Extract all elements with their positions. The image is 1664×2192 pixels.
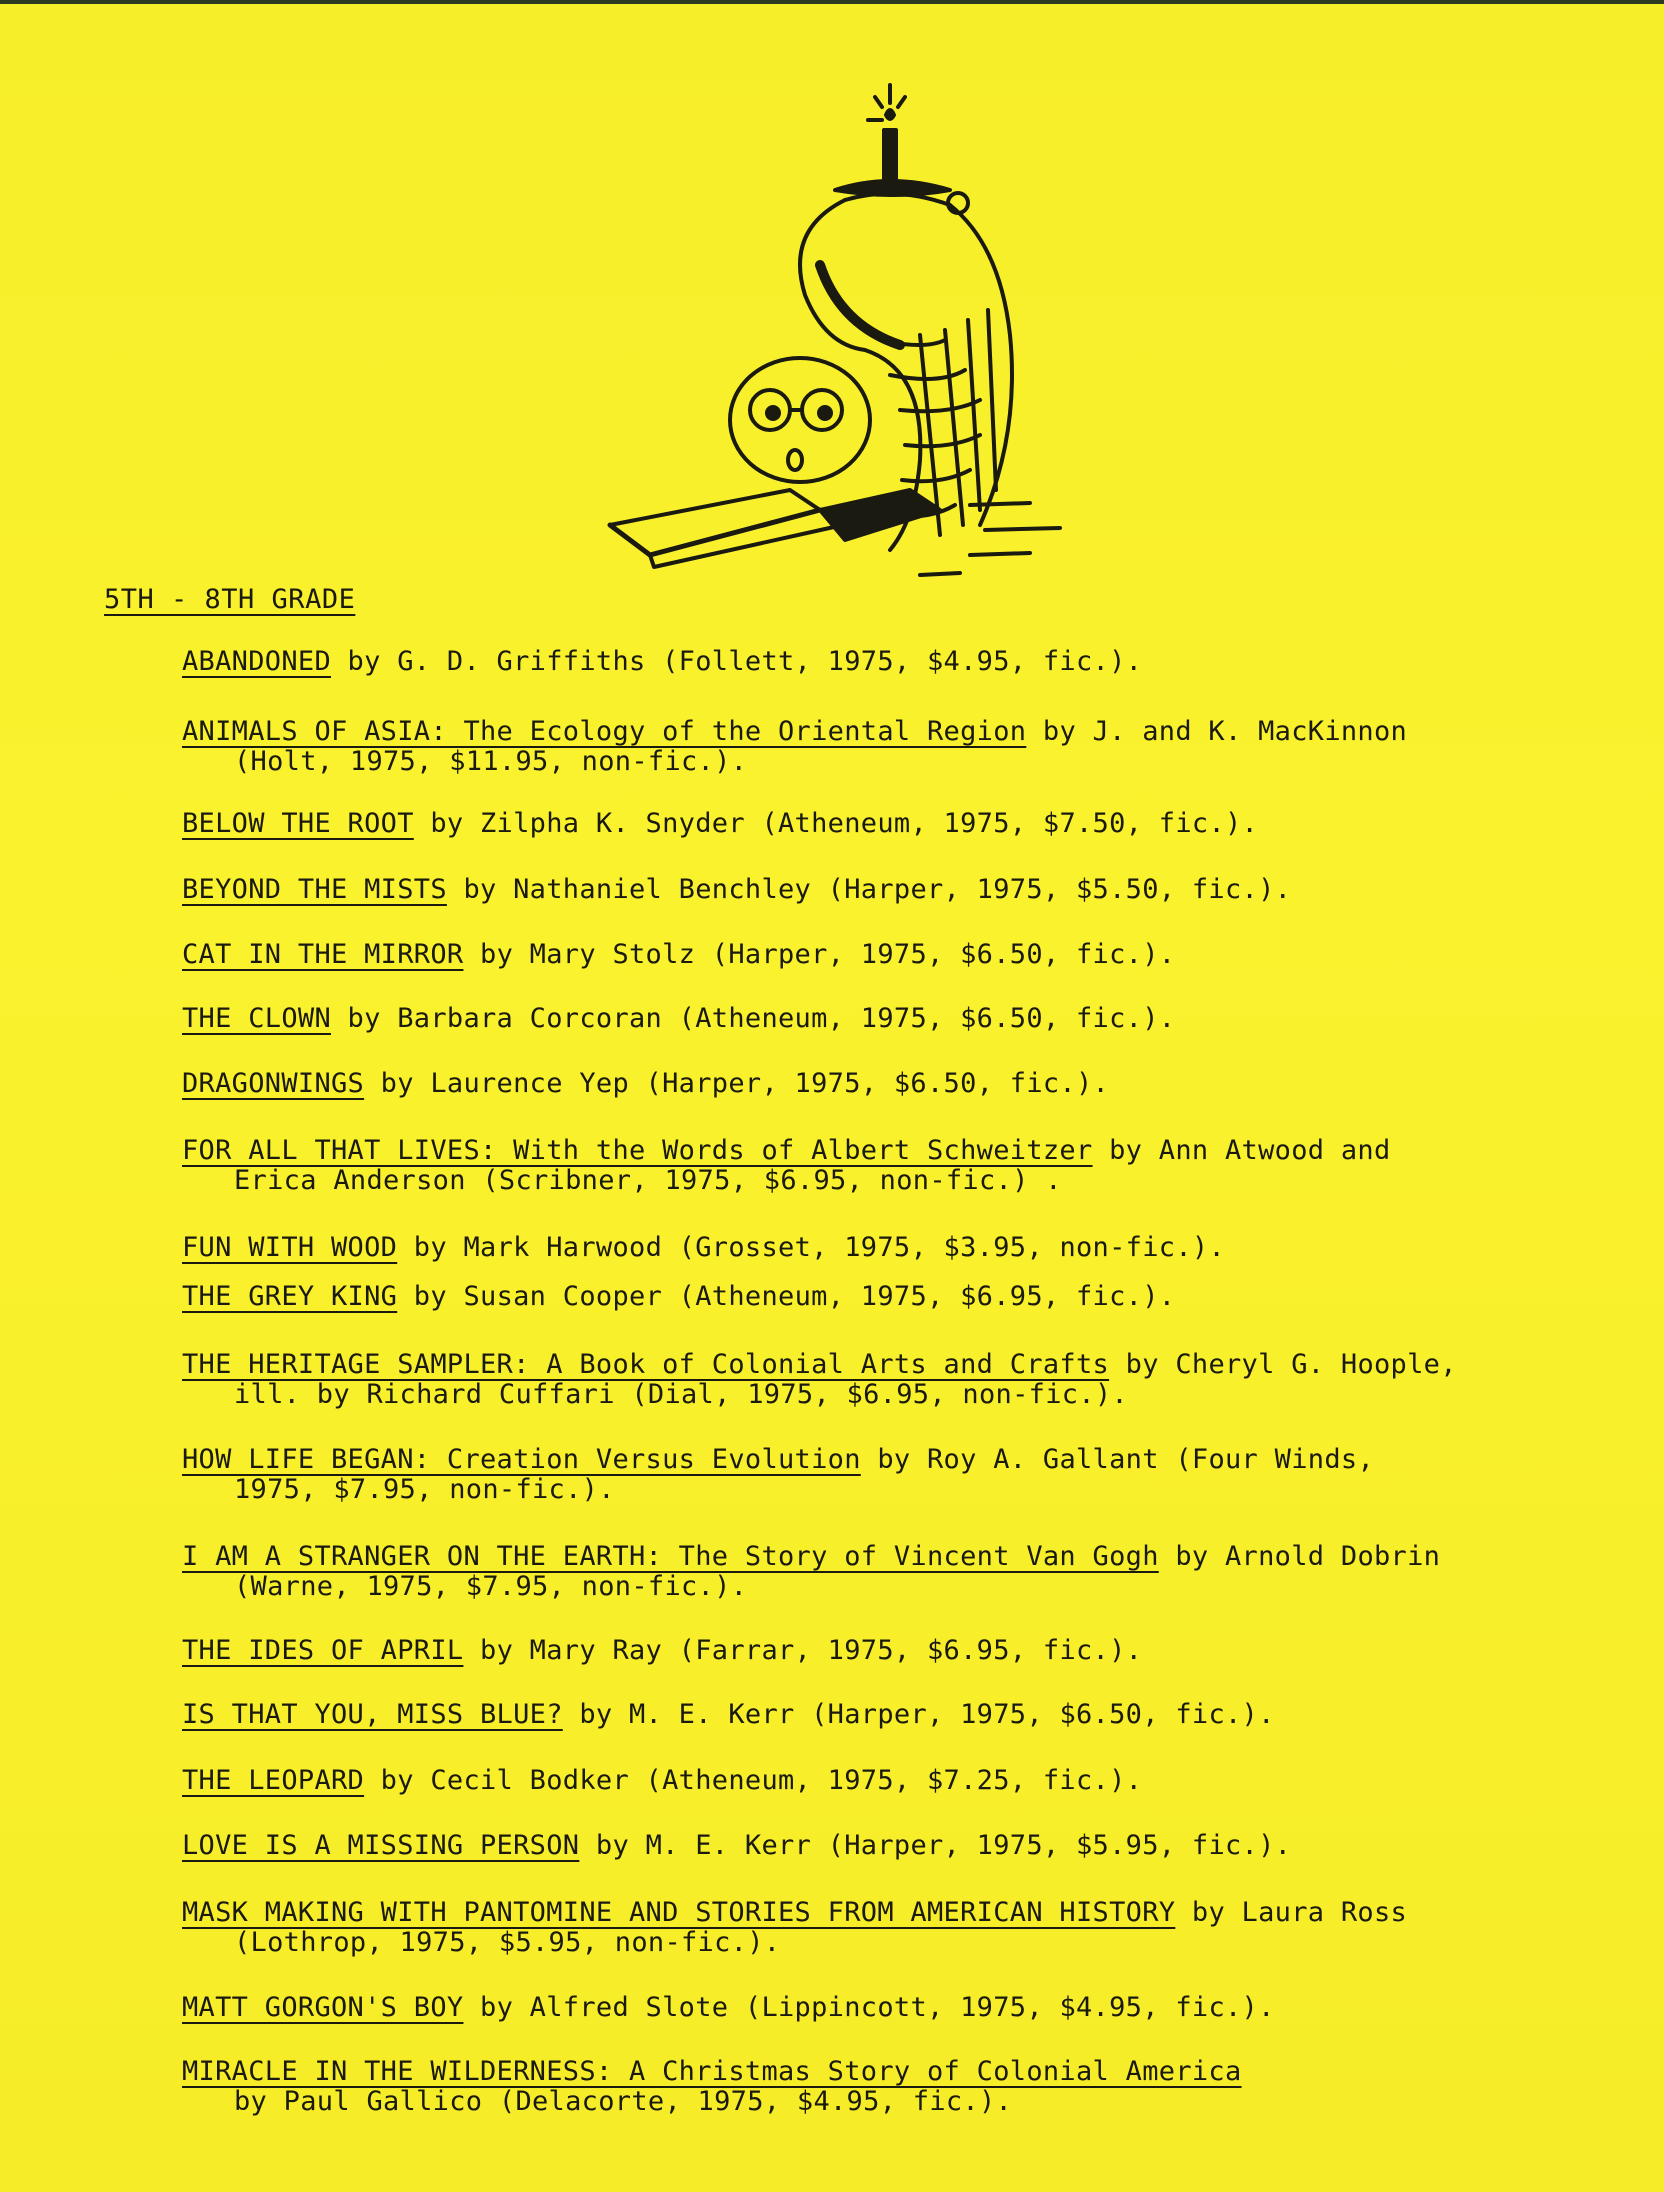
book-details: by Mary Ray (Farrar, 1975, $6.95, fic.). [463,1635,1143,1666]
book-details: by Laura Ross [1175,1897,1408,1928]
book-details: by Susan Cooper (Atheneum, 1975, $6.95, fic.). [397,1281,1176,1312]
book-title: FOR ALL THAT LIVES: With the Words of Albert Schweitzer [182,1135,1093,1166]
book-details: by Cecil Bodker (Atheneum, 1975, $7.25, fic.). [364,1765,1143,1796]
book-details: by M. E. Kerr (Harper, 1975, $5.95, fic.). [579,1830,1292,1861]
book-entry [182,940,1612,970]
book-title: DRAGONWINGS [182,1068,365,1099]
book-entry [182,1350,1612,1410]
book-title: THE LEOPARD [182,1765,365,1796]
book-details: by Barbara Corcoran (Atheneum, 1975, $6.50, fic.). [331,1003,1176,1034]
book-entry [182,1004,1612,1034]
book-details: by M. E. Kerr (Harper, 1975, $6.50, fic.). [562,1699,1275,1730]
book-details: by Ann Atwood and [1092,1135,1391,1166]
book-details-continued: (Warne, 1975, $7.95, non-fic.). [234,1571,748,1602]
book-title: HOW LIFE BEGAN: Creation Versus Evolution [182,1444,861,1475]
section-heading: 5TH - 8TH GRADE [104,584,356,615]
book-entry [182,1766,1612,1796]
book-details: by Zilpha K. Snyder (Atheneum, 1975, $7.50, fic.). [413,808,1259,839]
book-title: THE HERITAGE SAMPLER: A Book of Colonial Arts and Crafts [182,1349,1110,1380]
book-entry [182,647,1612,677]
book-details: by Cheryl G. Hoople, [1109,1349,1457,1380]
book-entry [182,1445,1612,1505]
bookworm-reading-icon [590,75,1090,585]
book-entry [182,1700,1612,1730]
book-entry [182,809,1612,839]
book-details-continued: 1975, $7.95, non-fic.). [234,1474,615,1505]
book-details: by Roy A. Gallant (Four Winds, [860,1444,1374,1475]
book-entry [182,717,1612,777]
book-details: by Mark Harwood (Grosset, 1975, $3.95, non-fic.). [397,1232,1226,1263]
book-entry [182,1233,1612,1263]
book-title: CAT IN THE MIRROR [182,939,464,970]
book-details-continued: (Lothrop, 1975, $5.95, non-fic.). [234,1927,781,1958]
book-entry [182,875,1612,905]
book-entry [182,2057,1612,2117]
book-details: by Nathaniel Benchley (Harper, 1975, $5.50, fic.). [446,874,1292,905]
book-title: THE CLOWN [182,1003,331,1034]
book-title: MIRACLE IN THE WILDERNESS: A Christmas Story of Colonial America [182,2056,1242,2087]
book-details: by Alfred Slote (Lippincott, 1975, $4.95, fic.). [463,1992,1275,2023]
book-details: by Arnold Dobrin [1158,1541,1441,1572]
book-title: BEYOND THE MISTS [182,874,447,905]
book-entry [182,1542,1612,1602]
book-title: LOVE IS A MISSING PERSON [182,1830,580,1861]
book-title: THE IDES OF APRIL [182,1635,464,1666]
book-entry [182,1136,1612,1196]
book-entry [182,1282,1612,1312]
book-entry [182,1993,1612,2023]
book-title: I AM A STRANGER ON THE EARTH: The Story of Vincent Van Gogh [182,1541,1159,1572]
book-entry [182,1898,1612,1958]
book-entry [182,1069,1612,1099]
book-title: THE GREY KING [182,1281,398,1312]
book-details-continued: ill. by Richard Cuffari (Dial, 1975, $6.95, non-fic.). [234,1379,1128,1410]
page-edge [0,0,1664,4]
book-details: by Laurence Yep (Harper, 1975, $6.50, fic.). [364,1068,1110,1099]
book-title: IS THAT YOU, MISS BLUE? [182,1699,563,1730]
book-details-continued: by Paul Gallico (Delacorte, 1975, $4.95, fic.). [234,2086,1013,2117]
book-entry [182,1831,1612,1861]
book-title: ANIMALS OF ASIA: The Ecology of the Oriental Region [182,716,1027,747]
book-title: ABANDONED [182,646,331,677]
book-details-continued: Erica Anderson (Scribner, 1975, $6.95, non-fic.) . [234,1165,1062,1196]
book-details: by Mary Stolz (Harper, 1975, $6.50, fic.). [463,939,1176,970]
book-title: BELOW THE ROOT [182,808,414,839]
book-entry [182,1636,1612,1666]
book-details: by G. D. Griffiths (Follett, 1975, $4.95, fic.). [331,646,1143,677]
book-details-continued: (Holt, 1975, $11.95, non-fic.). [234,746,748,777]
book-title: MASK MAKING WITH PANTOMINE AND STORIES FROM AMERICAN HISTORY [182,1897,1176,1928]
book-details: by J. and K. MacKinnon [1026,716,1408,747]
book-title: FUN WITH WOOD [182,1232,398,1263]
book-title: MATT GORGON'S BOY [182,1992,464,2023]
